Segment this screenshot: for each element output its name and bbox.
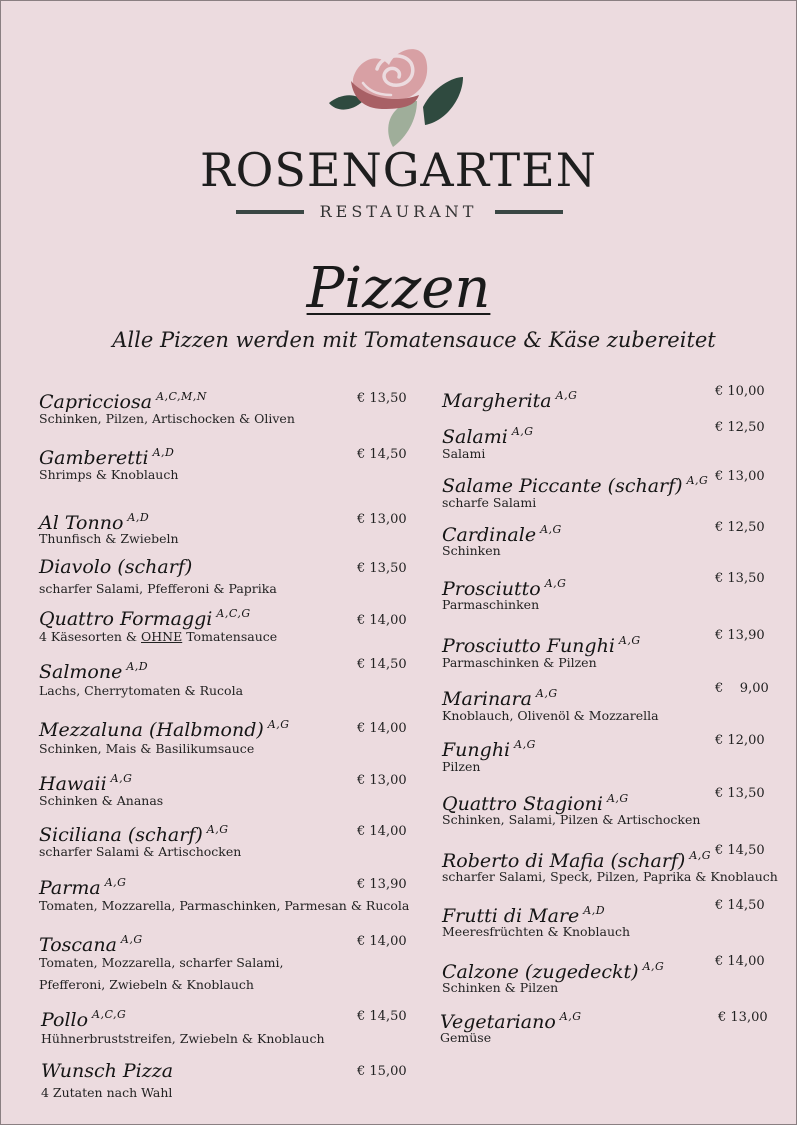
item-description: scharfe Salami <box>442 495 537 510</box>
item-description: scharfer Salami, Speck, Pilzen, Paprika & Knoblauch <box>442 869 778 884</box>
item-description: Meeresfrüchten & Knoblauch <box>442 924 631 939</box>
item-description: scharfer Salami, Pfefferoni & Paprika <box>39 581 277 596</box>
item-price: € 12,50 <box>715 520 765 535</box>
item-allergens: A,G <box>120 933 143 946</box>
item-name: Prosciutto Funghi $^{A,G}$ <box>442 634 641 657</box>
item-price: € 14,50 <box>715 843 765 858</box>
item-name: Gamberetti $^{A,D}$ <box>39 446 175 469</box>
item-name: Salame Piccante (scharf) $^{A,G}$ <box>442 474 709 497</box>
item-name: Toscana $^{A,G}$ <box>39 933 143 956</box>
item-price: € 13,50 <box>715 571 765 586</box>
item-description: Tomaten, Mozzarella, Parmaschinken, Parmesan & Rucola <box>39 898 410 913</box>
item-price: € 13,50 <box>357 561 407 576</box>
item-description: Knoblauch, Olivenöl & Mozzarella <box>442 708 659 723</box>
item-description: Schinken & Pilzen <box>442 980 559 995</box>
item-name: Quattro Stagioni $^{A,G}$ <box>442 792 629 815</box>
item-name: Salami $^{A,G}$ <box>442 425 534 448</box>
item-price: € 14,50 <box>357 447 407 462</box>
item-allergens: A,G <box>110 772 133 785</box>
item-price: € 13,00 <box>357 512 407 527</box>
item-name: Prosciutto $^{A,G}$ <box>442 577 567 600</box>
item-allergens: A,G <box>535 687 558 700</box>
rose-logo-icon <box>323 25 473 149</box>
item-price: € 14,50 <box>357 1009 407 1024</box>
item-name: Quattro Formaggi $^{A,C,G}$ <box>39 607 251 630</box>
item-allergens: A,G <box>206 823 229 836</box>
item-allergens: A,G <box>540 523 562 536</box>
item-name: Pollo $^{A,C,G}$ <box>41 1008 127 1031</box>
item-name: Parma $^{A,G}$ <box>39 876 127 899</box>
item-description: Parmaschinken <box>442 597 540 612</box>
item-allergens: A,G <box>514 738 536 751</box>
item-description: Salami <box>442 446 486 461</box>
item-allergens: A,C,M,N <box>156 390 207 403</box>
item-allergens: A,G <box>686 474 709 487</box>
item-name: Capricciosa $^{A,C,M,N}$ <box>39 390 207 413</box>
item-name: Vegetariano $^{A,G}$ <box>440 1010 582 1033</box>
item-price: € 13,50 <box>357 391 407 406</box>
item-allergens: A,C,G <box>216 607 251 620</box>
item-price: € 10,00 <box>715 384 765 399</box>
item-allergens: A,D <box>127 511 150 524</box>
item-price: € 13,00 <box>718 1010 768 1025</box>
page-title: Pizzen <box>306 256 491 321</box>
item-allergens: A,C,G <box>92 1008 127 1021</box>
item-name: Funghi $^{A,G}$ <box>442 738 536 761</box>
item-price: € 14,00 <box>357 613 407 628</box>
item-description: Hühnerbruststreifen, Zwiebeln & Knoblauch <box>41 1031 325 1046</box>
item-name: Margherita $^{A,G}$ <box>442 389 578 412</box>
item-price: € 13,00 <box>357 773 407 788</box>
item-description: Schinken, Mais & Basilikumsauce <box>39 741 255 756</box>
item-name: Calzone (zugedeckt) $^{A,G}$ <box>442 960 665 983</box>
item-description: scharfer Salami & Artischocken <box>39 844 242 859</box>
item-description: 4 Zutaten nach Wahl <box>41 1085 173 1100</box>
item-price: € 13,00 <box>715 469 765 484</box>
item-price: € 14,00 <box>357 721 407 736</box>
item-allergens: A,D <box>126 660 149 673</box>
item-price: € 15,00 <box>357 1064 407 1079</box>
item-name: Roberto di Mafia (scharf) $^{A,G}$ <box>442 849 712 872</box>
item-allergens: A,G <box>267 718 290 731</box>
item-description: Schinken, Pilzen, Artischocken & Oliven <box>39 411 295 426</box>
item-description: Thunfisch & Zwiebeln <box>39 531 179 546</box>
item-price: € 14,50 <box>715 898 765 913</box>
brand-tagline: RESTAURANT <box>319 202 478 221</box>
item-allergens: A,G <box>104 876 127 889</box>
item-allergens: A,G <box>544 577 567 590</box>
item-description: Pilzen <box>442 759 481 774</box>
item-allergens: A,D <box>152 446 175 459</box>
item-allergens: A,G <box>511 425 534 438</box>
item-name: Al Tonno $^{A,D}$ <box>39 511 150 534</box>
item-allergens: A,G <box>618 634 641 647</box>
item-allergens: A,G <box>606 792 629 805</box>
item-price: € 14,50 <box>357 657 407 672</box>
item-price: € 13,90 <box>715 628 765 643</box>
item-name: Hawaii $^{A,G}$ <box>39 772 133 795</box>
item-name: Frutti di Mare $^{A,D}$ <box>442 904 606 927</box>
item-name: Siciliana (scharf) $^{A,G}$ <box>39 823 229 846</box>
item-price: € 14,00 <box>715 954 765 969</box>
item-description: Schinken <box>442 543 501 558</box>
item-allergens: A,G <box>555 389 578 402</box>
item-price: € 13,50 <box>715 786 765 801</box>
item-description: Schinken, Salami, Pilzen & Artischocken <box>442 812 701 827</box>
item-price: € 13,90 <box>357 877 407 892</box>
item-allergens: A,G <box>689 849 712 862</box>
item-description: Lachs, Cherrytomaten & Rucola <box>39 683 244 698</box>
item-allergens: A,G <box>559 1010 582 1023</box>
item-name: Mezzaluna (Halbmond) $^{A,G}$ <box>39 718 290 741</box>
item-description-line-2: Pfefferoni, Zwiebeln & Knoblauch <box>39 977 254 992</box>
item-price: € 14,00 <box>357 824 407 839</box>
item-allergens: A,G <box>642 960 665 973</box>
item-price: € 12,00 <box>715 733 765 748</box>
item-name: Diavolo (scharf) <box>39 556 193 578</box>
item-name: Marinara $^{A,G}$ <box>442 687 558 710</box>
ohne-emphasis: OHNE <box>141 629 183 644</box>
item-description: Tomaten, Mozzarella, scharfer Salami, <box>39 955 284 970</box>
item-allergens: A,D <box>583 904 606 917</box>
brand-name: ROSENGARTEN <box>200 143 597 197</box>
item-price: € 12,50 <box>715 420 765 435</box>
item-description: Parmaschinken & Pilzen <box>442 655 597 670</box>
item-name: Wunsch Pizza <box>41 1060 174 1082</box>
page-subtitle: Alle Pizzen werden mit Tomatensauce & Käse zubereitet <box>112 328 716 352</box>
item-description: Shrimps & Knoblauch <box>39 467 179 482</box>
item-description: 4 Käsesorten & OHNE Tomatensauce <box>39 629 278 644</box>
item-description: Schinken & Ananas <box>39 793 164 808</box>
item-description: Gemüse <box>440 1030 492 1045</box>
item-price: € 14,00 <box>357 934 407 949</box>
item-name: Salmone $^{A,D}$ <box>39 660 149 683</box>
item-name: Cardinale $^{A,G}$ <box>442 523 562 546</box>
item-price: € 9,00 <box>715 681 769 696</box>
